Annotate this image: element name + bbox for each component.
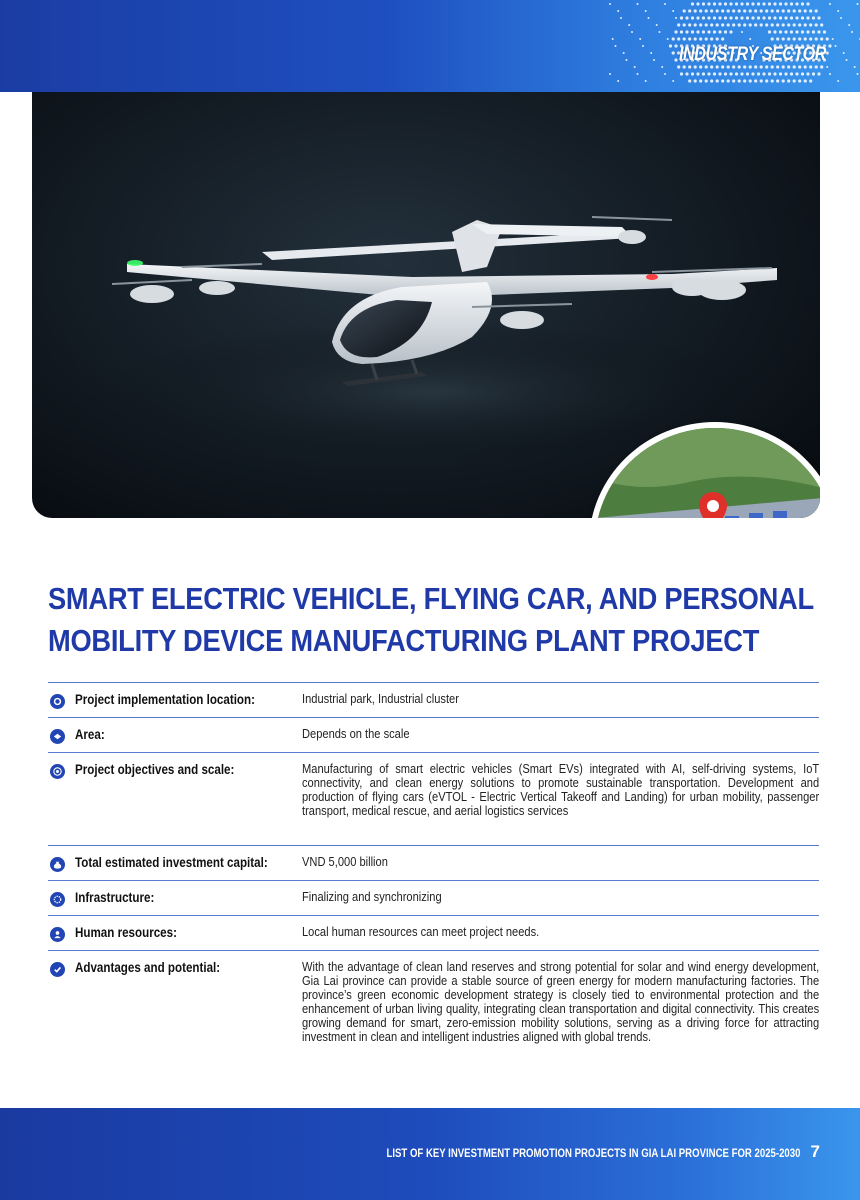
area-icon	[50, 729, 65, 744]
detail-row-area	[48, 717, 819, 752]
detail-value: Finalizing and synchronizing	[302, 889, 442, 904]
target-icon	[50, 764, 65, 779]
detail-label: Area:	[75, 727, 105, 742]
person-icon	[50, 927, 65, 942]
detail-row-objectives	[48, 752, 819, 845]
check-icon	[50, 962, 65, 977]
detail-value: Industrial park, Industrial cluster	[302, 691, 459, 706]
detail-value: Local human resources can meet project needs.	[302, 924, 540, 939]
map-pin-icon	[699, 492, 727, 518]
detail-label: Advantages and potential:	[75, 960, 221, 975]
infrastructure-icon	[50, 892, 65, 907]
detail-value: Manufacturing of smart electric vehicles (Smart EVs) integrated with AI, self-driving systems, IoT connectivity, and clean energy solutions to promote sustainable transportation. Development and production of flying cars (eVTOL - Electric Vertical Takeoff and Landing) for urban mobility, passenger transport, medical rescue, and aerial logistics services	[302, 761, 820, 818]
sector-label: INDUSTRY SECTOR	[678, 44, 826, 65]
footer-title: LIST OF KEY INVESTMENT PROMOTION PROJECTS IN GIA LAI PROVINCE FOR 2025-2030	[386, 1146, 800, 1160]
site-map-inset	[589, 422, 820, 518]
money-bag-icon	[50, 857, 65, 872]
page-number: 7	[810, 1142, 820, 1161]
detail-value: Depends on the scale	[302, 726, 410, 741]
project-details-table	[48, 682, 819, 1080]
detail-label: Infrastructure:	[75, 890, 155, 905]
detail-value: With the advantage of clean land reserves and strong potential for solar and wind energy development, Gia Lai province can provide a stable source of green energy for modern manufacturing factories. The province’s green economic development strategy is closely tied to environmental protection and the enhancement of urban living quality, integrating clean transportation and digital connectivity. This creates growing demand for smart, zero-emission mobility solutions, serving as a driving force for attracting investment in clean and intelligent industries aligned with global trends.	[302, 959, 820, 1044]
project-title-line-2: MOBILITY DEVICE MANUFACTURING PLANT PROJECT	[48, 623, 760, 658]
detail-label: Human resources:	[75, 925, 177, 940]
detail-row-human-resources	[48, 915, 819, 950]
project-title-line-1: SMART ELECTRIC VEHICLE, FLYING CAR, AND PERSONAL	[48, 581, 814, 616]
hero-image	[32, 92, 820, 518]
detail-row-infrastructure	[48, 880, 819, 915]
detail-label: Project objectives and scale:	[75, 762, 235, 777]
detail-row-location	[48, 682, 819, 717]
detail-label: Project implementation location:	[75, 692, 255, 707]
project-title	[48, 578, 814, 662]
detail-row-capital	[48, 845, 819, 880]
location-pin-icon	[50, 694, 65, 709]
detail-row-advantages	[48, 950, 819, 1080]
detail-value: VND 5,000 billion	[302, 854, 388, 869]
detail-label: Total estimated investment capital:	[75, 855, 268, 870]
